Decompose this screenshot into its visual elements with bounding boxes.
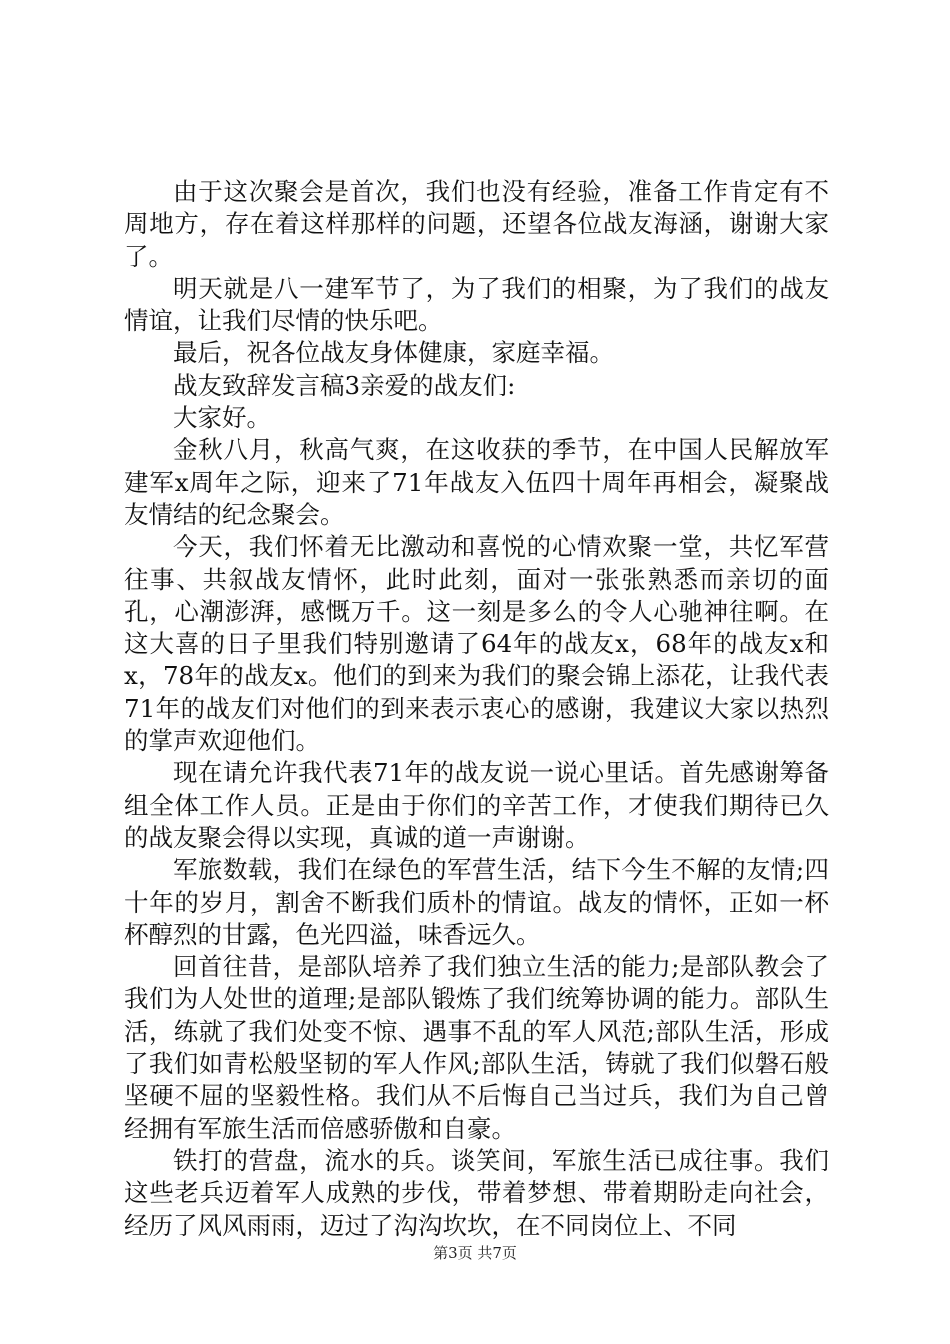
document-body [124, 176, 829, 1242]
paragraph: 战友致辞发言稿3亲爱的战友们: [173, 370, 516, 400]
paragraph: 大家好。 [173, 403, 271, 433]
paragraph: 由于这次聚会是首次，我们也没有经验，准备工作肯定有不周地方，存在着这样那样的问题，还望各位战友海涵，谢谢大家了。 [124, 177, 829, 271]
paragraph: 军旅数载，我们在绿色的军营生活，结下今生不解的友情;四十年的岁月，割舍不断我们质朴的情谊。战友的情怀，正如一杯杯醇烈的甘露，色光四溢，味香远久。 [124, 855, 829, 949]
paragraph: 金秋八月，秋高气爽，在这收获的季节，在中国人民解放军建军x周年之际，迎来了71年战友入伍四十周年再相会，凝聚战友情结的纪念聚会。 [124, 435, 829, 529]
paragraph: 明天就是八一建军节了，为了我们的相聚，为了我们的战友情谊，让我们尽情的快乐吧。 [124, 273, 829, 336]
paragraph: 铁打的营盘，流水的兵。谈笑间，军旅生活已成往事。我们这些老兵迈着军人成熟的步伐，带着梦想、带着期盼走向社会，经历了风风雨雨，迈过了沟沟坎坎，在不同岗位上、不同 [124, 1145, 829, 1240]
paragraph: 最后，祝各位战友身体健康，家庭幸福。 [173, 338, 614, 368]
paragraph: 今天，我们怀着无比激动和喜悦的心情欢聚一堂，共忆军营往事、共叙战友情怀，此时此刻，面对一张张熟悉而亲切的面孔，心潮澎湃，感慨万千。这一刻是多么的令人心驰神往啊。在这大喜的日子里我们特别邀请了64年的战友x，68年的战友x和x，78年的战友x。他们的到来为我们的聚会锦上添花，让我代表71年的战友们对他们的到来表示衷心的感谢，我建议大家以热烈的掌声欢迎他们。 [124, 532, 829, 756]
paragraph: 回首往昔，是部队培养了我们独立生活的能力;是部队教会了我们为人处世的道理;是部队锻炼了我们统筹协调的能力。部队生活，练就了我们处变不惊、遇事不乱的军人风范;部队生活，形成了我们如青松般坚韧的军人作风;部队生活，铸就了我们似磐石般坚硬不屈的坚毅性格。我们从不后悔自己当过兵，我们为自己曾经拥有军旅生活而倍感骄傲和自豪。 [124, 952, 829, 1143]
page-number-footer: 第3页 共7页 [433, 1244, 517, 1262]
paragraph: 现在请允许我代表71年的战友说一说心里话。首先感谢筹备组全体工作人员。正是由于你们的辛苦工作，才使我们期待已久的战友聚会得以实现，真诚的道一声谢谢。 [124, 758, 829, 852]
